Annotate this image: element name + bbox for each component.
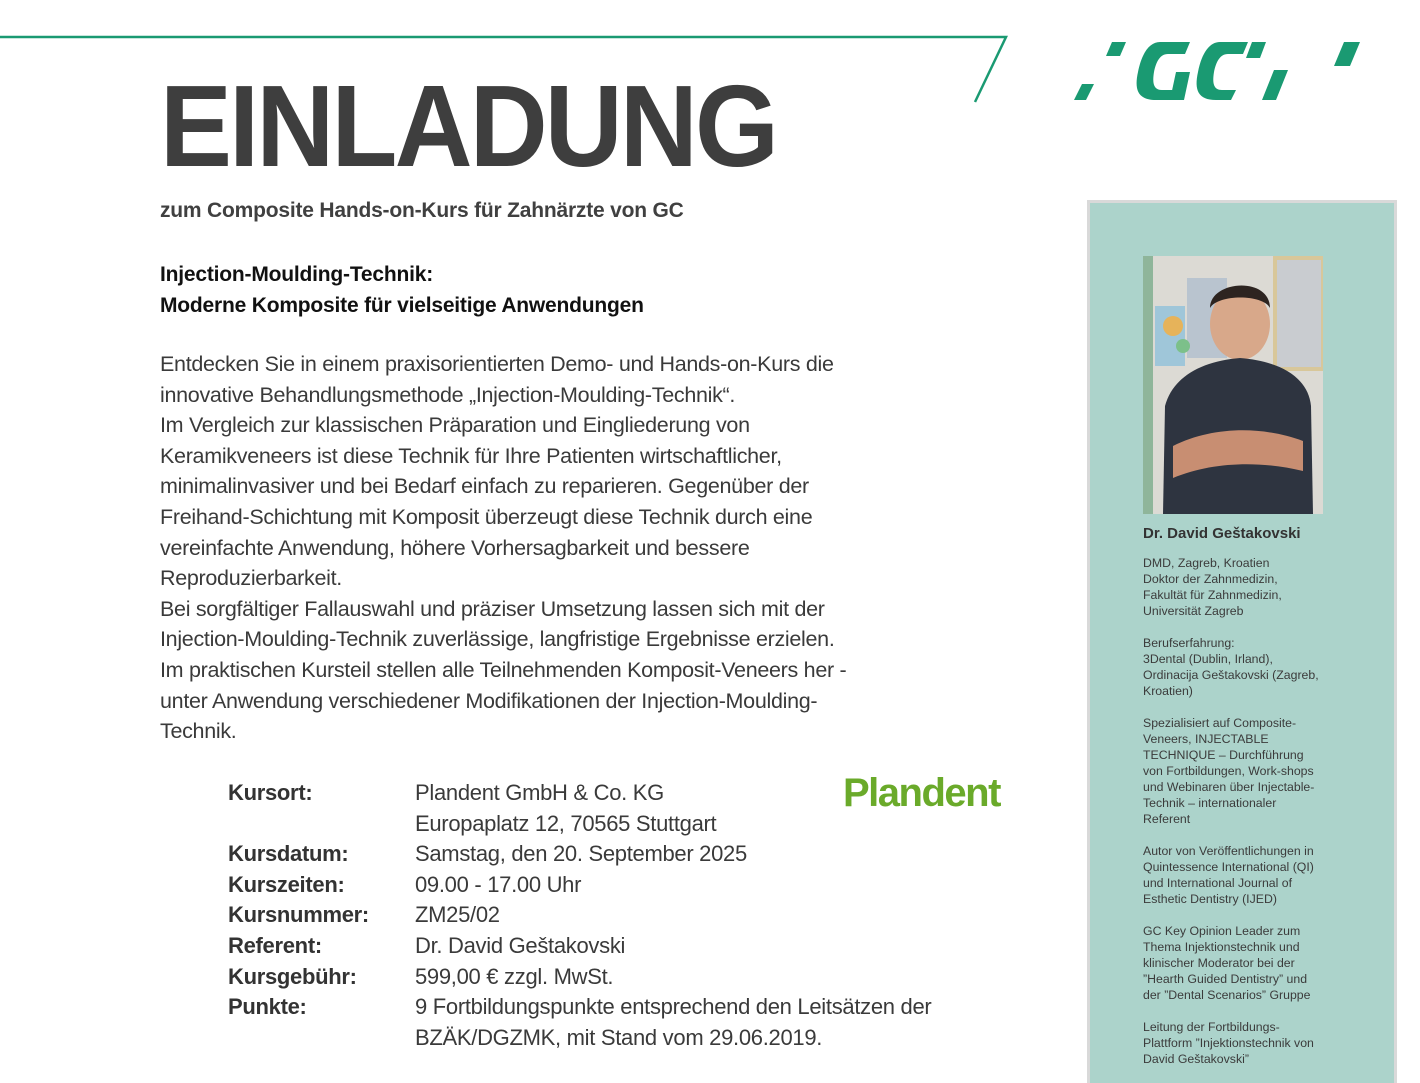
page-subtitle: zum Composite Hands-on-Kurs für Zahnärzte von GC [160,199,684,222]
description-line: Reproduzierbarkeit. [160,566,342,591]
description-line: Keramikveneers ist diese Technik für Ihre Patienten wirtschaftlicher, [160,443,782,468]
description-line: Freihand-Schichtung mit Komposit überzeugt diese Technik durch eine [160,504,813,529]
speaker-name: Dr. David Geštakovski [1143,525,1301,542]
description-line: Injection-Moulding-Technik zuverlässige, langfristige Ergebnisse erzielen. [160,627,835,652]
detail-row-kursnummer [228,900,931,931]
detail-row-kursdatum [228,839,931,870]
detail-row-referent [228,931,931,962]
course-heading [160,259,644,321]
detail-label: Kursdatum: [228,841,349,867]
page-title: EINLADUNG [160,61,777,191]
detail-label: Referent: [228,932,322,958]
description-line: minimalinvasiver und bei Bedarf einfach zu reparieren. Gegenüber der [160,474,809,499]
detail-row-kursort [228,778,931,809]
detail-label: Kurszeiten: [228,871,345,897]
detail-label: Kursgebühr: [228,963,357,989]
plandent-logo: Plandent [843,771,1000,815]
detail-row-kursgebuehr [228,962,931,993]
course-description [160,349,1040,747]
description-line: Technik. [160,719,237,744]
speaker-portrait-image [1143,256,1323,514]
detail-value: Europaplatz 12, 70565 Stuttgart [415,810,717,836]
course-heading-line-1: Injection-Moulding-Technik: [160,263,434,286]
detail-value: BZÄK/DGZMK, mit Stand vom 29.06.2019. [415,1024,823,1050]
detail-label: Kursort: [228,780,313,805]
bio-paragraph-experience: Berufserfahrung: 3Dental (Dublin, Irland), Ordinacija Geštakovski (Zagreb, Kroatien) [1143,636,1319,698]
bio-paragraph-specialization: Spezialisiert auf Composite- Veneers, INJECTABLE TECHNIQUE – Durchführung von Fortbildungen, Work-shops und Webinaren über Injectable- Technik – internationaler Referent [1143,716,1315,826]
detail-label: Punkte: [228,994,307,1020]
detail-value: Samstag, den 20. September 2025 [415,841,747,867]
detail-row-address [228,809,931,840]
bio-paragraph-education: DMD, Zagreb, Kroatien Doktor der Zahnmedizin, Fakultät für Zahnmedizin, Universität Zagreb [1143,556,1282,618]
detail-value: Dr. David Geštakovski [415,932,626,958]
course-details [228,778,931,1053]
detail-value: 9 Fortbildungspunkte entsprechend den Leitsätzen der [415,994,932,1020]
gc-logo [1072,38,1362,104]
detail-label [228,809,415,840]
speaker-sidebar [1087,200,1397,1083]
description-line: vereinfachte Anwendung, höhere Vorhersagbarkeit und bessere [160,535,750,560]
detail-value: Plandent GmbH & Co. KG [415,780,664,805]
description-line: Entdecken Sie in einem praxisorientierten Demo- und Hands-on-Kurs die [160,352,834,376]
detail-label: Kursnummer: [228,902,369,928]
description-line: unter Anwendung verschiedener Modifikationen der Injection-Moulding- [160,688,818,713]
speaker-photo [1143,256,1323,514]
detail-row-punkte-cont [228,1023,931,1054]
description-line: Bei sorgfältiger Fallauswahl und präziser Umsetzung lassen sich mit der [160,596,825,621]
detail-row-punkte [228,992,931,1023]
bio-paragraph-publications: Autor von Veröffentlichungen in Quintessence International (QI) und International Journal of Esthetic Dentistry (IJED) [1143,844,1314,906]
bio-paragraph-kol: GC Key Opinion Leader zum Thema Injektionstechnik und klinischer Moderator bei der ”Hearth Guided Dentistry” und der ”Dental Scenarios” Gruppe [1143,924,1311,1002]
detail-value: 09.00 - 17.00 Uhr [415,871,582,897]
detail-row-kurszeiten [228,870,931,901]
course-heading-line-2: Moderne Komposite für vielseitige Anwendungen [160,294,644,317]
detail-value: 599,00 € zzgl. MwSt. [415,963,614,989]
description-line: Im praktischen Kursteil stellen alle Teilnehmenden Komposit-Veneers her - [160,657,847,682]
description-line: innovative Behandlungsmethode „Injection-Moulding-Technik“. [160,382,736,407]
detail-label [228,1023,415,1054]
detail-value: ZM25/02 [415,902,500,928]
description-line: Im Vergleich zur klassischen Präparation und Eingliederung von [160,413,750,438]
bio-paragraph-platform: Leitung der Fortbildungs- Plattform ”Injektionstechnik von David Geštakovski” [1143,1020,1314,1066]
speaker-bio [1143,555,1383,1083]
